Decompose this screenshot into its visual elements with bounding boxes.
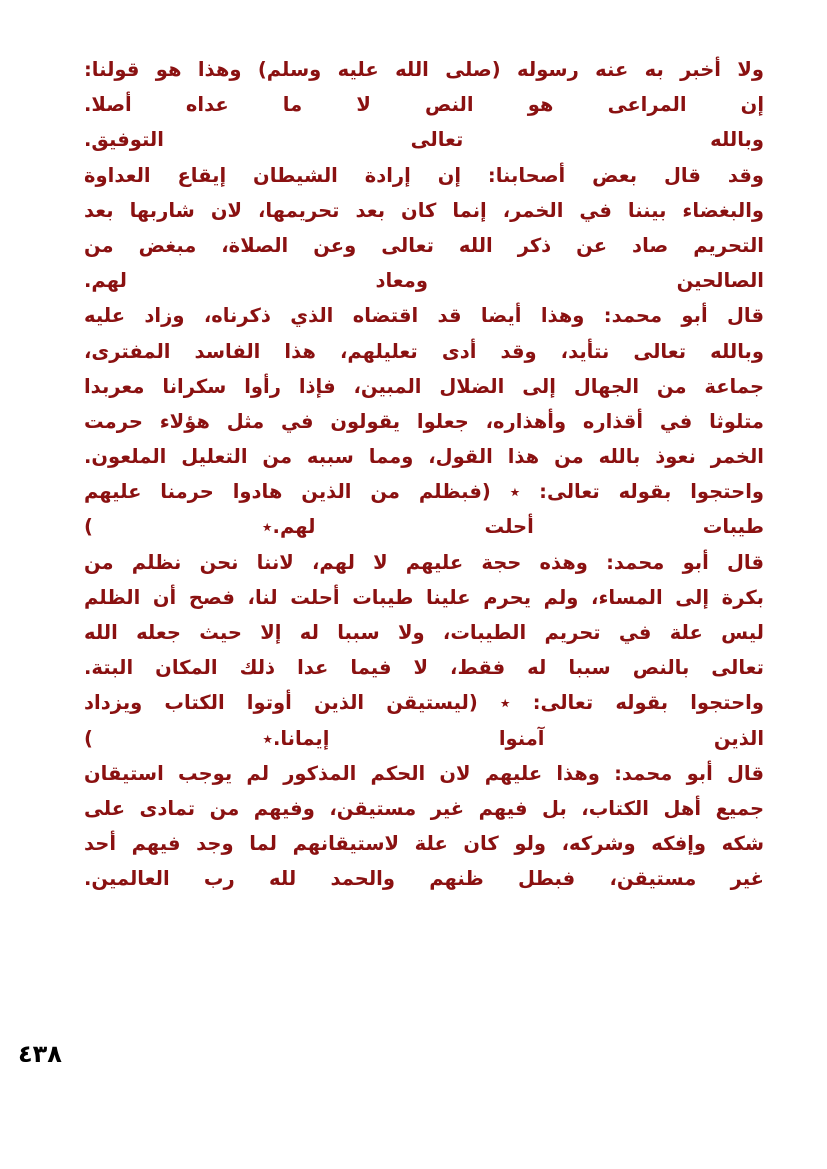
text-line-5: والبغضاء بيننا في الخمر، إنما كان بعد تحريمها، لان شاربها بعد xyxy=(84,198,764,222)
text-line-4: وقد قال بعض أصحابنا: إن إرادة الشيطان إيقاع العداوة xyxy=(84,163,764,187)
text-line-8: قال أبو محمد: وهذا أيضا قد اقتضاه الذي ذكرناه، وزاد عليه xyxy=(84,304,764,328)
text-line-12: الخمر نعوذ بالله من هذا القول، ومما سببه من التعليل الملعون. xyxy=(84,445,764,469)
text-line-21: قال أبو محمد: وهذا عليهم لان الحكم المذكور لم يوجب استيقان xyxy=(84,761,764,785)
page-number: ٤٣٨ xyxy=(18,1040,62,1068)
text-line-3: وبالله تعالى التوفيق. xyxy=(84,128,764,152)
text-line-9: وبالله تعالى نتأيد، وقد أدى تعليلهم، هذا الفاسد المفترى، xyxy=(84,339,764,363)
text-line-20: الذين آمنوا إيمانا.٭ ) xyxy=(84,726,764,750)
text-line-18: تعالى بالنص سببا له فقط، لا فيما عدا ذلك المكان البتة. xyxy=(84,656,764,680)
text-line-19: واحتجوا بقوله تعالى: ٭ (ليستيقن الذين أوتوا الكتاب ويزداد xyxy=(84,691,764,715)
text-line-16: بكرة إلى المساء، ولم يحرم علينا طيبات أحلت لنا، فصح أن الظلم xyxy=(84,585,764,609)
text-line-14: طيبات أحلت لهم.٭ ) xyxy=(84,515,764,539)
text-line-23: شكه وإفكه وشركه، ولو كان علة لاستيقانهم لما وجد فيهم أحد xyxy=(84,832,764,856)
text-line-17: ليس علة في تحريم الطيبات، ولا سببا له إلا حيث جعله الله xyxy=(84,621,764,644)
body-text xyxy=(84,52,764,897)
text-line-22: جميع أهل الكتاب، بل فيهم غير مستيقن، وفيهم من تمادى على xyxy=(84,796,764,820)
text-line-11: متلوثا في أقذاره وأهذاره، جعلوا يقولون في مثل هؤلاء حرمت xyxy=(84,409,764,433)
text-line-24: غير مستيقن، فبطل ظنهم والحمد لله رب العالمين. xyxy=(84,867,764,891)
text-line-10: جماعة من الجهال إلى الضلال المبين، فإذا رأوا سكرانا معربدا xyxy=(84,374,764,398)
text-line-13: واحتجوا بقوله تعالى: ٭ (فبظلم من الذين هادوا حرمنا عليهم xyxy=(84,480,764,504)
text-line-6: التحريم صاد عن ذكر الله تعالى وعن الصلاة، مبغض من xyxy=(84,233,764,257)
text-line-1: ولا أخبر به عنه رسوله (صلى الله عليه وسلم) وهذا هو قولنا: xyxy=(84,58,764,81)
text-line-2: إن المراعى هو النص لا ما عداه أصلا. xyxy=(84,93,764,117)
text-line-7: الصالحين ومعاد لهم. xyxy=(84,269,764,293)
text-line-15: قال أبو محمد: وهذه حجة عليهم لا لهم، لاننا نحن نظلم من xyxy=(84,550,764,574)
